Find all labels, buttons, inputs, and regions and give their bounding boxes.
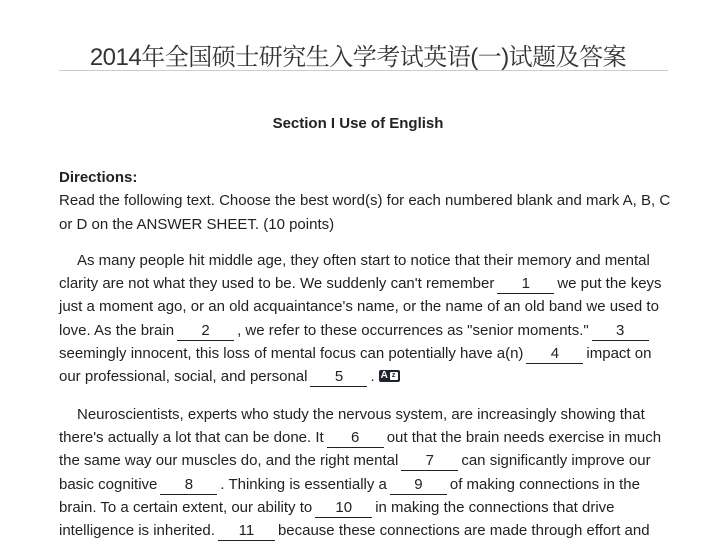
passage-paragraph-1 <box>59 249 671 389</box>
text-segment: seemingly innocent, this loss of mental focus can potentially have a(n) <box>59 345 524 363</box>
blank-1: 1 <box>497 275 554 294</box>
text-segment: impact on our professional, social, and personal <box>59 345 652 386</box>
blank-7: 7 <box>401 452 458 471</box>
text-segment: . Thinking is essentially a <box>220 475 387 493</box>
text-segment: Neuroscientists, experts who study the nervous system, are increasingly showing that there's actually a lot that can be done. It <box>59 405 645 446</box>
section-heading: Section I Use of English <box>272 115 444 132</box>
text-segment: can significantly improve our basic cognitive <box>59 452 651 493</box>
translate-icon-a: A <box>380 370 388 382</box>
directions-text: Read the following text. Choose the best word(s) for each numbered blank and mark A, B, C or D on the ANSWER SHEET. (10 points) <box>59 192 671 233</box>
blank-11: 11 <box>218 522 275 541</box>
text-segment: of making connections in the brain. To a certain extent, our ability to <box>59 475 640 516</box>
text-segment: , we refer to these occurrences as "senior moments." <box>237 321 589 339</box>
title-divider <box>59 70 668 71</box>
text-segment: . <box>370 368 375 386</box>
blank-10: 10 <box>315 499 372 518</box>
translate-icon-z: z <box>390 372 398 380</box>
blank-9: 9 <box>390 476 447 495</box>
text-segment: because these connections are made through effort and <box>277 522 650 540</box>
text-segment: in making the connections that drive intelligence is inherited. <box>59 498 615 540</box>
blank-6: 6 <box>327 429 384 448</box>
text-segment: As many people hit middle age, they often start to notice that their memory and mental clarity are not what they used to be. We suddenly can't remember <box>59 251 650 293</box>
page-title: 2014年全国硕士研究生入学考试英语(一)试题及答案 <box>89 44 627 72</box>
passage-paragraph-2 <box>59 403 671 543</box>
blank-2: 2 <box>177 322 234 341</box>
translate-icon[interactable] <box>379 370 400 382</box>
text-segment: out that the brain needs exercise in much the same way our muscles do, and the right mental <box>59 428 662 470</box>
blank-8: 8 <box>160 476 217 495</box>
blank-4: 4 <box>526 345 583 364</box>
article-content <box>59 166 671 556</box>
blank-3: 3 <box>592 322 649 341</box>
text-segment: we put the keys just a moment ago, or an old acquaintance's name, or the name of an old band we used to love. As the brain <box>59 275 662 339</box>
blank-5: 5 <box>310 368 367 387</box>
directions-label: Directions: <box>59 169 138 186</box>
